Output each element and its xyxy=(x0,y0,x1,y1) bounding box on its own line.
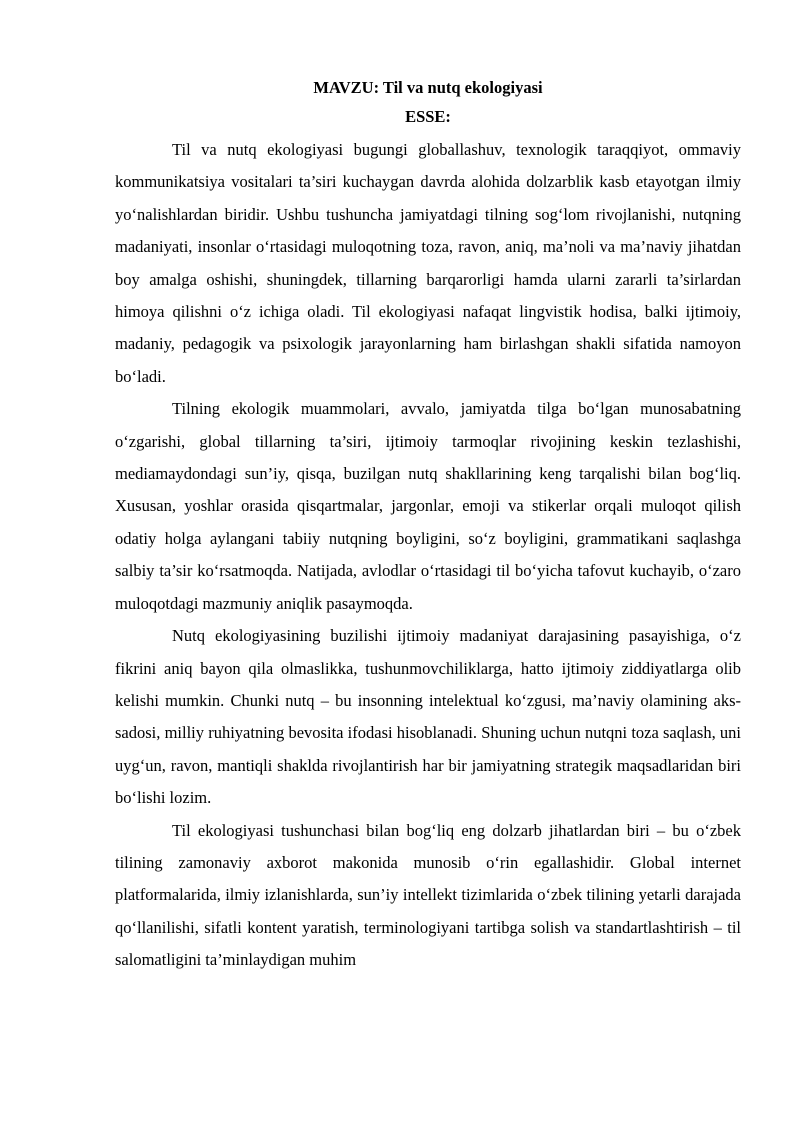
paragraph-3: Nutq ekologiyasining buzilishi ijtimoiy madaniyat darajasining pasayishiga, o‘z fikrini aniq bayon qila olmaslikka, tushunmovchiliklarga, hatto ijtimoiy ziddiyatlarga olib kelishi mumkin. Chunki nutq – bu insonning intelektual ko‘zgusi, ma’naviy olamining aks-sadosi, milliy ruhiyatning bevosita ifodasi hisoblanadi. Shuning uchun nutqni toza saqlash, uni uyg‘un, ravon, mantiqli shaklda rivojlantirish har bir jamiyatning strategik maqsadlaridan biri bo‘lishi lozim. xyxy=(115,626,741,808)
paragraph-2: Tilning ekologik muammolari, avvalo, jamiyatda tilga bo‘lgan munosabatning o‘zgarishi, global tillarning ta’siri, ijtimoiy tarmoqlar rivojining keskin tezlashishi, mediamaydondagi sun’iy, qisqa, buzilgan nutq shakllarining keng tarqalishi bilan bog‘liq. Xususan, yoshlar orasida qisqartmalar, jargonlar, emoji va stikerlar orqali muloqot qilish odatiy holga aylangani tabiiy nutqning boyligini, so‘z boyligini, grammatikani saqlashga salbiy ta’sir ko‘rsatmoqda. Natijada, avlodlar o‘rtasidagi til bo‘yicha tafovut kuchayib, o‘zaro muloqotdagi mazmuniy aniqlik pasaymoqda. xyxy=(115,399,741,613)
document-title: MAVZU: Til va nutq ekologiyasi xyxy=(313,78,543,97)
document-subtitle: ESSE: xyxy=(405,107,451,126)
document-body xyxy=(115,74,741,977)
paragraph-1: Til va nutq ekologiyasi bugungi globallashuv, texnologik taraqqiyot, ommaviy kommunikatsiya vositalari ta’siri kuchaygan davrda alohida dolzarblik kasb etayotgan ilmiy yo‘nalishlardan biridir. Ushbu tushuncha jamiyatdagi tilning sog‘lom rivojlanishi, nutqning madaniyati, insonlar o‘rtasidagi muloqotning toza, ravon, aniq, ma’noli va ma’naviy jihatdan boy amalga oshishi, shuningdek, tillarning barqarorligi hamda ularni zararli ta’sirlardan himoya qilishni o‘z ichiga oladi. Til ekologiyasi nafaqat lingvistik hodisa, balki ijtimoiy, madaniy, pedagogik va psixologik jarayonlarning ham birlashgan shakli sifatida namoyon bo‘ladi. xyxy=(115,140,741,386)
paragraph-4: Til ekologiyasi tushunchasi bilan bog‘liq eng dolzarb jihatlardan biri – bu o‘zbek tilining zamonaviy axborot makonida munosib o‘rin egallashidir. Global internet platformalarida, ilmiy izlanishlarda, sun’iy intellekt tizimlarida o‘zbek tilining yetarli darajada qo‘llanilishi, sifatli kontent yaratish, terminologiyani tartibga solish va standartlashtirish – til salomatligini ta’minlaydigan muhim xyxy=(115,820,741,970)
